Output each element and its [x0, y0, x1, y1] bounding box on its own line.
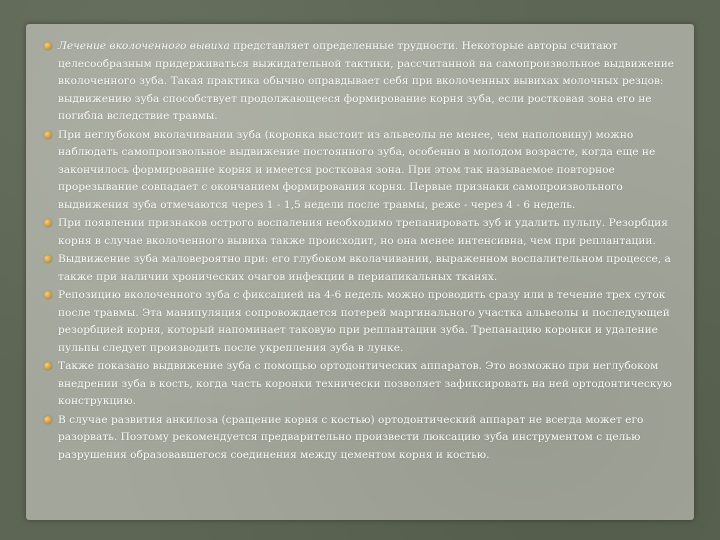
bullet-list — [46, 38, 676, 464]
bullet-text: При неглубоком вколачивании зуба (коронка выстоит из альвеолы не менее, чем наполовину) можно наблюдать самопроизвольное выдвижение постоянного зуба, особенно в молодом возрасте, когда еще не закончилось формирование корня и имеется ростковая зона. При этом так называемое повторное прорезывание совпадает с окончанием формирования корня. Первые признаки самопроизвольного выдвижения зуба отмечаются через 1 - 1,5 недели после травмы, реже - через 4 - 6 недель. — [58, 128, 656, 211]
bullet-text: Также показано выдвижение зуба с помощью ортодонтических аппаратов. Это возможно при неглубоком внедрении зуба в кость, когда часть коронки технически позволяет зафиксировать на ней ортодонтическую конструкцию. — [58, 360, 672, 407]
bullet-item — [46, 412, 676, 465]
bullet-text: представляет определенные трудности. Некоторые авторы считают целесообразным придерживаться выжидательной тактики, рассчитанной на самопроизвольное выдвижение вколоченного зуба. Такая практика обычно оправдывает себя при вколоченных вывихах молочных резцов: выдвижению зуба способствует продолжающееся формирование корня зуба, если ростковая зона его не погибла вследствие травмы. — [58, 40, 675, 122]
bullet-text: Выдвижение зуба маловероятно при: его глубоком вколачивании, выраженном воспалительном процессе, а также при наличии хронических очагов инфекции в периапикальных тканях. — [58, 253, 671, 283]
bullet-item — [46, 287, 676, 357]
bullet-dot-icon — [44, 131, 52, 139]
bullet-text: При появлении признаков острого воспаления необходимо трепанировать зуб и удалить пульпу. Резорбция корня в случае вколоченного вывиха также происходит, но она менее интенсивна, чем при реплантации. — [58, 217, 668, 247]
bullet-dot-icon — [44, 219, 52, 227]
bullet-dot-icon — [44, 291, 52, 299]
bullet-text: Репозицию вколоченного зуба с фиксацией на 4-6 недель можно проводить сразу или в течение трех суток после травмы. Эта манипуляция сопровождается потерей маргинального участка альвеолы и последующей резорбцией корня, который напоминает таковую при реплантации зуба. Трепанацию коронки и удаление пульпы следует производить после укрепления зуба в лунке. — [58, 289, 670, 354]
bullet-item — [46, 215, 676, 250]
bullet-dot-icon — [44, 42, 52, 50]
bullet-dot-icon — [44, 362, 52, 370]
bullet-item — [46, 127, 676, 215]
bullet-emphasis: Лечение вколоченного вывиха — [58, 40, 230, 52]
bullet-item — [46, 358, 676, 411]
bullet-item — [46, 251, 676, 286]
bullet-dot-icon — [44, 255, 52, 263]
slide-content-panel — [26, 24, 694, 520]
bullet-dot-icon — [44, 416, 52, 424]
bullet-text: В случае развития анкилоза (сращение корня с костью) ортодонтический аппарат не всегда может его разорвать. Поэтому рекомендуется предварительно произвести люксацию зуба инструментом с целью разрушения образовавшегося соединения между цементом корня и костью. — [58, 413, 644, 461]
bullet-item — [46, 38, 676, 126]
